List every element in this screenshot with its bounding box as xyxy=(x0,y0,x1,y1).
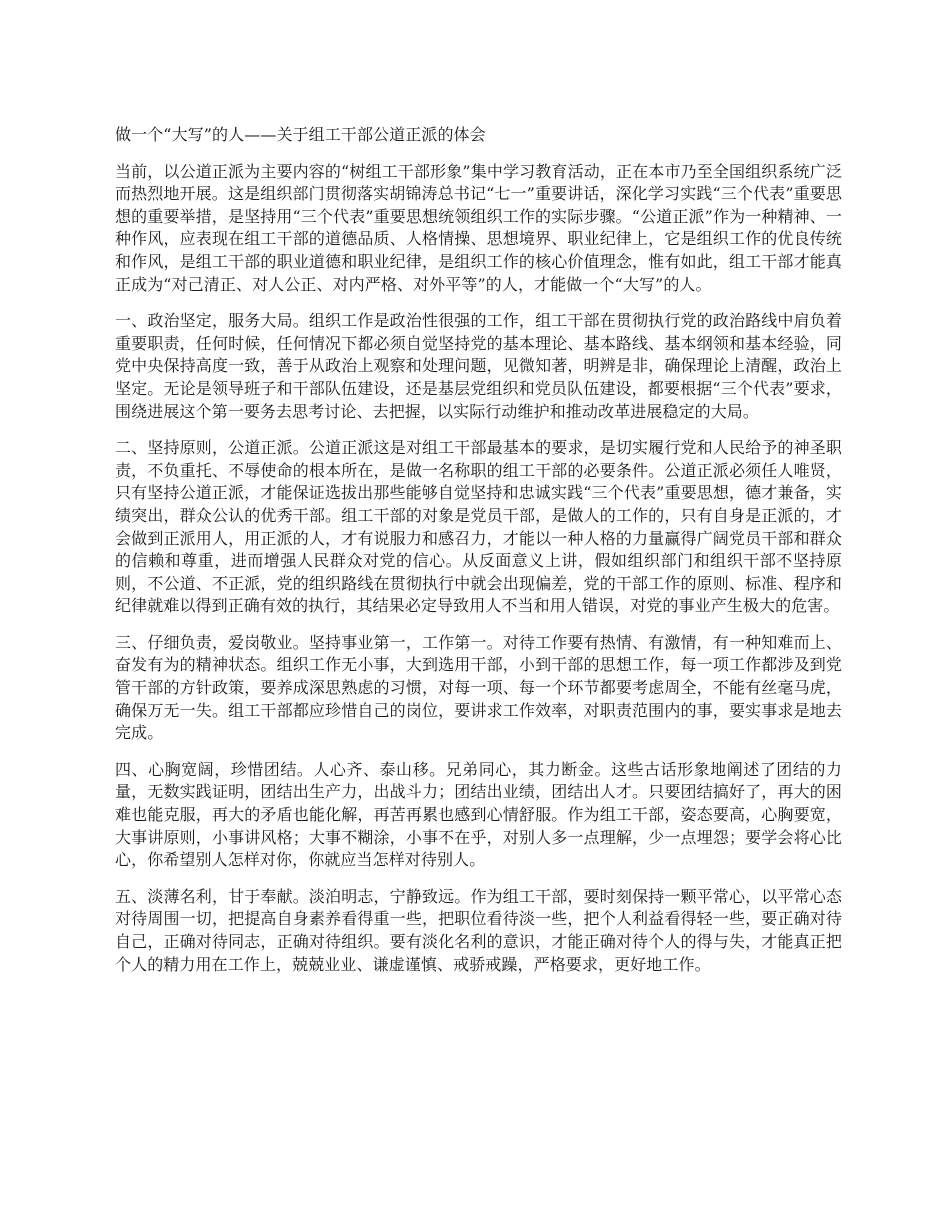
paragraph-intro: 当前，以公道正派为主要内容的“树组工干部形象”集中学习教育活动，正在本市乃至全国组织系统广泛而热烈地开展。这是组织部门贯彻落实胡锦涛总书记“七一”重要讲话，深化学习实践“三个代表”重要思想的重要举措，是坚持用“三个代表”重要思想统领组织工作的实际步骤。“公道正派”作为一种精神、一种作风，应表现在组工干部的道德品质、人格情操、思想境界、职业纪律上，它是组织工作的优良传统和作风，是组工干部的职业道德和职业纪律，是组织工作的核心价值理念，惟有如此，组工干部才能真正成为“对己清正、对人公正、对内严格、对外平等”的人，才能做一个“大写”的人。 xyxy=(115,161,842,294)
paragraph-section-2: 二、坚持原则，公道正派。公道正派这是对组工干部最基本的要求，是切实履行党和人民给予的神圣职责，不负重托、不辱使命的根本所在，是做一名称职的组工干部的必要条件。公道正派必须任人唯贤，只有坚持公道正派，才能保证选拔出那些能够自觉坚持和忠诚实践“三个代表”重要思想，德才兼备，实绩突出，群众公认的优秀干部。组工干部的对象是党员干部，是做人的工作的，只有自身是正派的，才会做到正派用人，用正派的人，才有说服力和感召力，才能以一种人格的力量赢得广阔党员干部和群众的信赖和尊重，进而增强人民群众对党的信心。从反面意义上讲，假如组织部门和组织干部不坚持原则，不公道、不正派，党的组织路线在贯彻执行中就会出现偏差，党的干部工作的原则、标准、程序和纪律就难以得到正确有效的执行，其结果必定导致用人不当和用人错误，对党的事业产生极大的危害。 xyxy=(115,438,842,616)
paragraph-section-3: 三、仔细负责，爱岗敬业。坚持事业第一，工作第一。对待工作要有热情、有激情，有一种知难而上、奋发有为的精神状态。组织工作无小事，大到选用干部，小到干部的思想工作，每一项工作都涉及到党管干部的方针政策，要养成深思熟虑的习惯，对每一项、每一个环节都要考虑周全，不能有丝毫马虎，确保万无一失。组工干部都应珍惜自己的岗位，要讲求工作效率，对职责范围内的事，要实事求是地去完成。 xyxy=(115,632,842,743)
document-page xyxy=(115,124,842,990)
paragraph-section-4: 四、心胸宽阔，珍惜团结。人心齐、泰山移。兄弟同心，其力断金。这些古话形象地阐述了团结的力量，无数实践证明，团结出生产力，出战斗力；团结出业绩，团结出人才。只要团结搞好了，再大的困难也能克服，再大的矛盾也能化解，再苦再累也感到心情舒服。作为组工干部，姿态要高，心胸要宽，大事讲原则，小事讲风格；大事不糊涂，小事不在乎，对别人多一点理解，少一点埋怨；要学会将心比心，你希望别人怎样对你，你就应当怎样对待别人。 xyxy=(115,759,842,870)
paragraph-section-1: 一、政治坚定，服务大局。组织工作是政治性很强的工作，组工干部在贯彻执行党的政治路线中肩负着重要职责，任何时候，任何情况下都必须自觉坚持党的基本理论、基本路线、基本纲领和基本经验，同党中央保持高度一致，善于从政治上观察和处理问题，见微知著，明辨是非，确保理论上清醒，政治上坚定。无论是领导班子和干部队伍建设，还是基层党组织和党员队伍建设，都要根据“三个代表”要求，围绕进展这个第一要务去思考讨论、去把握，以实际行动维护和推动改革进展稳定的大局。 xyxy=(115,311,842,421)
paragraph-section-5: 五、淡薄名利，甘于奉献。淡泊明志，宁静致远。作为组工干部，要时刻保持一颗平常心，以平常心态对待周围一切，把提高自身素养看得重一些，把职位看待淡一些，把个人利益看得轻一些，要正确对待自己，正确对待同志，正确对待组织。要有淡化名利的意识，才能正确对待个人的得与失，才能真正把个人的精力用在工作上，兢兢业业、谦虚谨慎、戒骄戒躁，严格要求，更好地工作。 xyxy=(115,886,842,974)
document-title: 做一个“大写”的人——关于组工干部公道正派的体会 xyxy=(115,125,486,144)
